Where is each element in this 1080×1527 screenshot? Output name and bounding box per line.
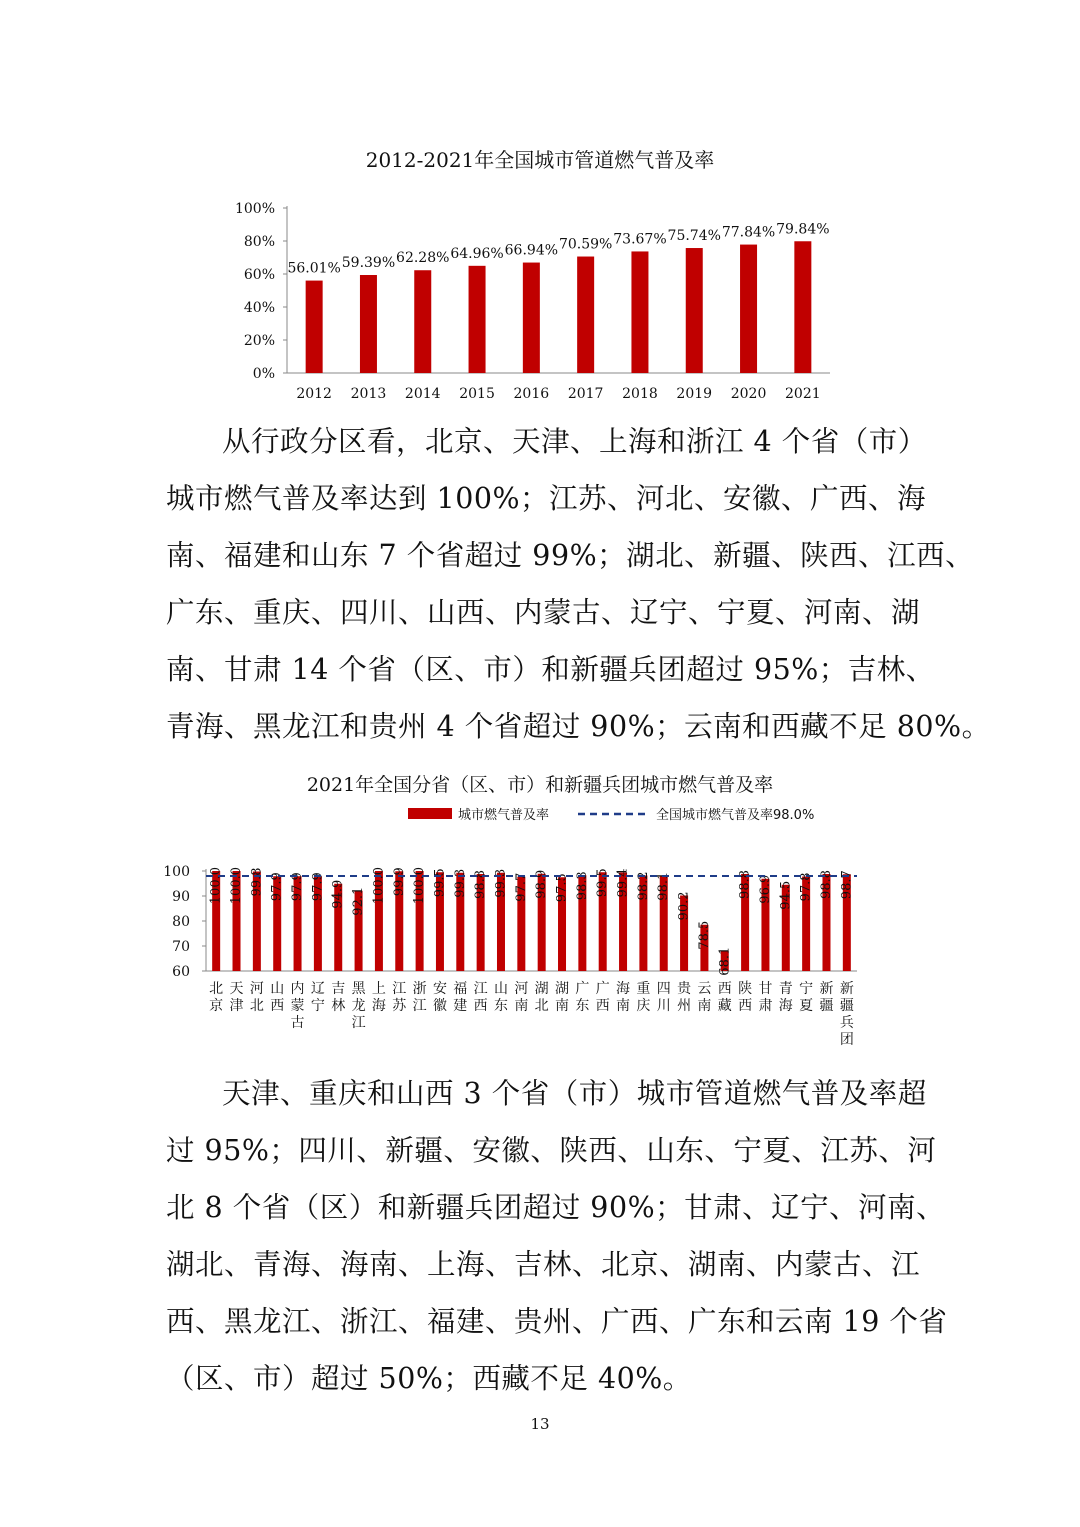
x-tick-label: 海南 (616, 981, 631, 1014)
x-tick-label: 内蒙古 (290, 981, 305, 1031)
x-tick-label: 黑龙江 (351, 981, 366, 1031)
bar-value-label: 100.0 (208, 867, 224, 905)
bar-value-label: 98.8 (818, 870, 834, 899)
bar-value-label: 64.96% (450, 245, 504, 262)
x-tick-label: 西藏 (717, 981, 732, 1014)
bar-value-label: 100.0 (371, 867, 387, 905)
bar-value-label: 92.1 (351, 886, 367, 916)
chart1-title: 2012-2021年全国城市管道燃气普及率 (365, 148, 715, 172)
x-tick-label: 江苏 (392, 981, 407, 1014)
bar-value-label: 62.28% (396, 250, 450, 267)
bar-value-label: 94.9 (330, 879, 346, 909)
bar-value-label: 97.7 (513, 872, 529, 902)
x-tick-label: 2018 (622, 386, 658, 402)
x-tick-label: 贵州 (677, 981, 692, 1014)
bar-value-label: 97.8 (798, 872, 814, 902)
x-tick-label: 广西 (595, 981, 610, 1014)
bar-value-label: 99.8 (249, 867, 265, 897)
x-tick-label: 云南 (697, 981, 712, 1014)
x-tick-label: 重庆 (636, 981, 651, 1014)
x-tick-label: 河南 (514, 981, 529, 1014)
x-tick-label: 新疆 (819, 981, 834, 1014)
bar-value-label: 66.94% (504, 242, 559, 259)
x-tick-label: 2012 (296, 386, 332, 402)
paragraph-2-line: 西、黑龙江、浙江、福建、贵州、广西、广东和云南 19 个省 (166, 1305, 948, 1338)
x-tick-label: 2014 (404, 386, 441, 402)
bar-value-label: 98.8 (473, 870, 489, 899)
bar-value-label: 98.2 (635, 871, 651, 901)
x-tick-label: 2016 (513, 386, 550, 402)
bar-value-label: 97.9 (310, 872, 326, 902)
bar-value-label: 94.5 (778, 880, 794, 910)
paragraph-2 (166, 1065, 948, 1407)
x-tick-label: 宁夏 (799, 981, 814, 1014)
x-tick-label: 安徽 (432, 981, 447, 1014)
y-tick-label: 0% (252, 366, 275, 382)
bar-value-label: 100.0 (412, 867, 428, 905)
x-tick-label: 河北 (249, 981, 264, 1014)
x-tick-label: 吉林 (331, 981, 346, 1014)
x-tick-label: 江西 (473, 981, 488, 1014)
x-tick-label: 甘肃 (758, 981, 773, 1014)
bar-value-label: 56.01% (287, 260, 341, 277)
bar-value-label: 68.1 (717, 946, 733, 976)
x-tick-label: 青海 (778, 981, 793, 1014)
x-tick-label: 上海 (371, 981, 386, 1014)
legend-line-label: 全国城市燃气普及率98.0% (656, 808, 815, 823)
bar-value-label: 99.3 (493, 868, 509, 898)
paragraph-2-line: 北 8 个省（区）和新疆兵团超过 90%；甘肃、辽宁、河南、 (166, 1191, 946, 1224)
bar-value-label: 70.59% (558, 236, 613, 253)
y-tick-label: 80% (243, 234, 275, 250)
bar-value-label: 75.74% (667, 228, 721, 245)
paragraph-1-line: 青海、黑龙江和贵州 4 个省超过 90%；云南和西藏不足 80%。 (166, 710, 991, 743)
x-tick-label: 山东 (493, 981, 508, 1014)
y-tick-label: 60% (243, 267, 275, 283)
bar-value-label: 98.9 (534, 869, 550, 899)
bar-value-label: 78.5 (696, 920, 712, 950)
x-tick-label: 四川 (656, 981, 671, 1014)
x-tick-label: 2021 (785, 386, 821, 402)
y-tick-label: 70 (172, 939, 190, 955)
paragraph-2-line: 过 95%；四川、新疆、安徽、陕西、山东、宁夏、江苏、河 (166, 1134, 937, 1167)
bar-value-label: 97.9 (269, 872, 285, 902)
bar-value-label: 98.3 (574, 871, 590, 901)
y-tick-label: 100 (163, 864, 190, 880)
chart2-title: 2021年全国分省（区、市）和新疆兵团城市燃气普及率 (306, 774, 774, 796)
bar-value-label: 77.84% (721, 224, 776, 241)
bar-value-label: 59.39% (341, 255, 396, 272)
paragraph-2-line: 湖北、青海、海南、上海、吉林、北京、湖南、内蒙古、江 (166, 1248, 921, 1281)
x-tick-label: 辽宁 (310, 981, 325, 1014)
y-tick-label: 90 (172, 889, 190, 905)
x-tick-label: 湖北 (534, 981, 549, 1014)
y-tick-label: 80 (172, 914, 190, 930)
y-tick-label: 100% (234, 201, 275, 217)
paragraph-2-line: 天津、重庆和山西 3 个省（市）城市管道燃气普及率超 (222, 1077, 927, 1110)
x-tick-label: 2020 (730, 386, 767, 402)
bar-value-label: 99.9 (391, 867, 407, 897)
legend-bar-swatch (408, 808, 452, 819)
page-number: 13 (530, 1415, 550, 1433)
bar-value-label: 97.9 (290, 872, 306, 902)
y-tick-label: 60 (172, 964, 190, 980)
x-tick-label: 福建 (453, 981, 468, 1014)
bar-value-label: 79.84% (776, 221, 830, 238)
bar-value-label: 73.67% (613, 231, 667, 248)
x-tick-label: 2013 (350, 386, 387, 402)
x-tick-label: 山西 (270, 981, 285, 1014)
x-tick-label: 浙江 (412, 981, 427, 1014)
x-tick-label: 2017 (567, 386, 604, 402)
y-tick-label: 40% (243, 300, 275, 316)
x-tick-label: 2019 (676, 386, 713, 402)
bar-value-label: 98.7 (839, 870, 855, 900)
bar-value-label: 96.9 (757, 874, 773, 904)
bar-value-label: 99.5 (432, 868, 448, 898)
x-tick-label: 北京 (209, 981, 224, 1014)
x-tick-label: 天津 (229, 981, 244, 1014)
bar-value-label: 98.1 (656, 871, 672, 901)
legend-bar-label: 城市燃气普及率 (458, 808, 550, 823)
bar-value-label: 97.5 (554, 873, 570, 903)
paragraph-1-line: 南、甘肃 14 个省（区、市）和新疆兵团超过 95%；吉林、 (166, 653, 935, 686)
paragraph-1-line: 从行政分区看，北京、天津、上海和浙江 4 个省（市） (222, 425, 927, 458)
bar-value-label: 100.0 (229, 867, 245, 905)
bar-value-label: 99.3 (452, 868, 468, 898)
paragraph-2-line: （区、市）超过 50%；西藏不足 40%。 (166, 1362, 692, 1395)
paragraph-1-line: 城市燃气普及率达到 100%；江苏、河北、安徽、广西、海 (166, 482, 927, 515)
bar-value-label: 99.4 (615, 868, 631, 898)
bar-value-label: 99.5 (595, 868, 611, 898)
y-tick-label: 20% (243, 333, 275, 349)
x-tick-label: 广东 (575, 981, 590, 1014)
x-tick-label: 新疆兵团 (839, 981, 854, 1048)
paragraph-1-line: 广东、重庆、四川、山西、内蒙古、辽宁、宁夏、河南、湖 (166, 596, 921, 629)
x-tick-label: 2015 (459, 386, 495, 402)
x-tick-label: 湖南 (555, 981, 570, 1014)
paragraph-1-line: 南、福建和山东 7 个省超过 99%；湖北、新疆、陕西、江西、 (166, 539, 975, 572)
bar-value-label: 98.8 (737, 870, 753, 899)
bar-value-label: 90.2 (676, 891, 692, 921)
x-tick-label: 陕西 (738, 981, 753, 1014)
